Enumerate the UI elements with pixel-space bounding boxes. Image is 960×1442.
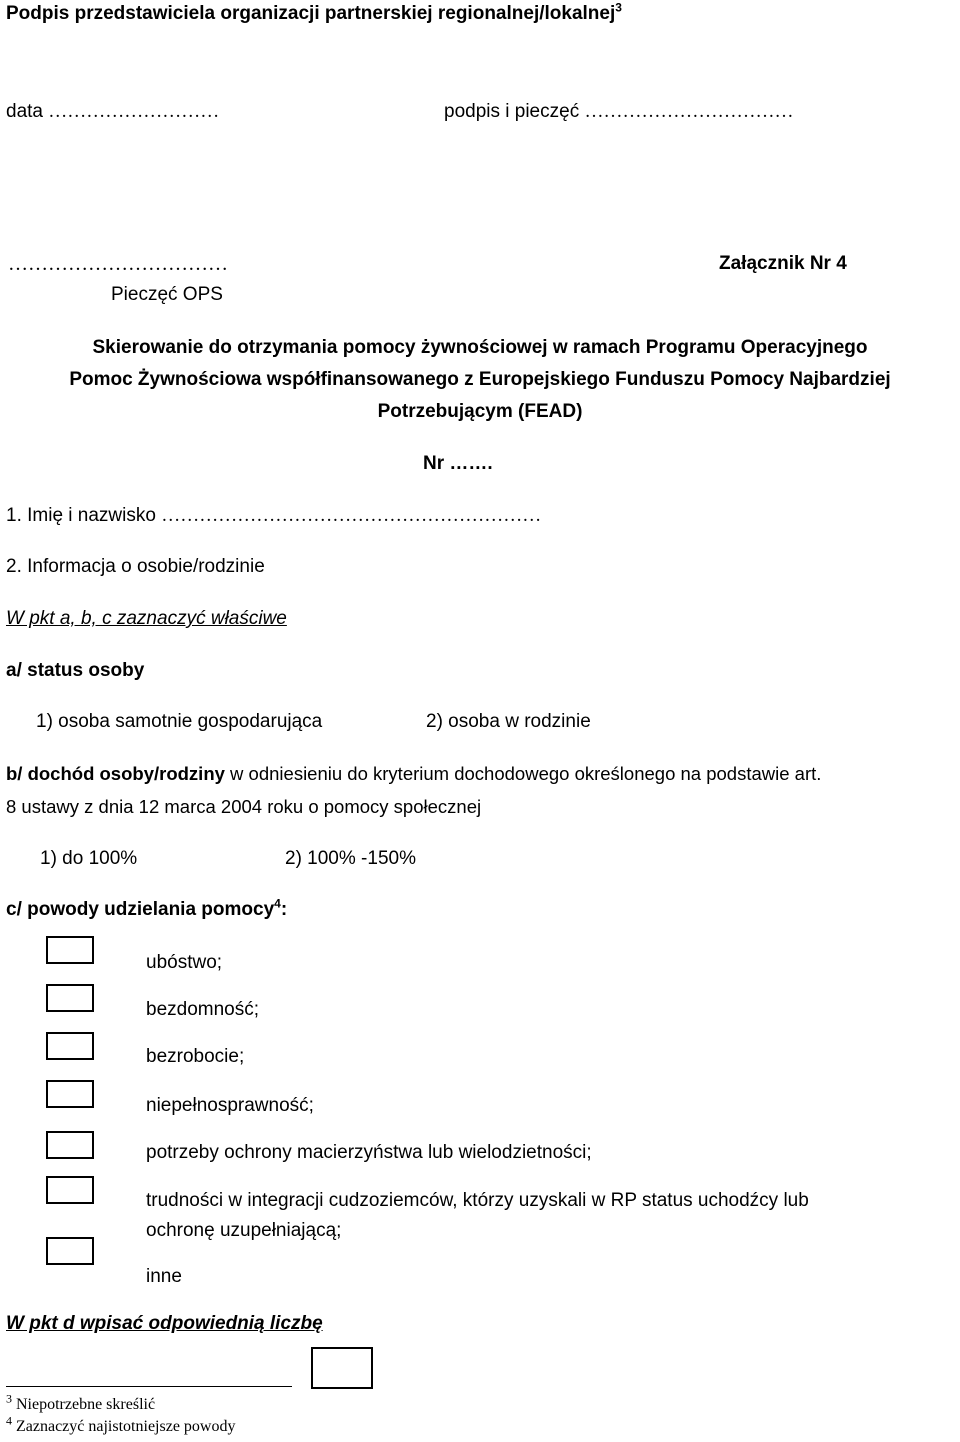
name-field	[6, 505, 541, 527]
partner-signature-title-text: Podpis przedstawiciela organizacji partnerskiej regionalnej/lokalnej	[6, 3, 616, 24]
reason-label-unemployment: bezrobocie;	[146, 1046, 245, 1067]
reason-label-foreigners: trudności w integracji cudzoziemców, którzy uzyskali w RP status uchodźcy lub	[146, 1190, 809, 1211]
stamp-label: Pieczęć OPS	[111, 284, 223, 305]
reasons-title	[6, 896, 288, 921]
reason-label-homelessness: bezdomność;	[146, 999, 260, 1020]
sign-dots: ……………………………	[584, 101, 794, 122]
stamp-dots: ……………………………	[8, 253, 228, 275]
instruction-d: W pkt d wpisać odpowiednią liczbę	[6, 1313, 323, 1334]
income-title	[6, 763, 821, 784]
sign-field	[444, 101, 793, 123]
annex-label: Załącznik Nr 4	[719, 253, 847, 274]
date-label: data	[6, 101, 43, 122]
date-field	[6, 101, 219, 123]
count-input-box[interactable]	[311, 1347, 373, 1389]
footnote-4-number: 4	[6, 1413, 12, 1428]
footnote-3	[6, 1391, 156, 1414]
reason-label-disability: niepełnosprawność;	[146, 1095, 314, 1116]
reason-checkbox-homelessness[interactable]	[46, 984, 94, 1012]
sign-label: podpis i pieczęć	[444, 101, 580, 122]
income-title-bold: b/ dochód osoby/rodziny	[6, 763, 225, 784]
reason-label-poverty: ubóstwo;	[146, 952, 223, 973]
reason-checkbox-maternity[interactable]	[46, 1131, 94, 1159]
status-option-2: 2) osoba w rodzinie	[426, 711, 591, 732]
footnote-3-text: Niepotrzebne skreślić	[16, 1396, 156, 1413]
footnote-ref-3: 3	[615, 0, 622, 15]
reasons-title-text: c/ powody udzielania pomocy	[6, 899, 275, 920]
reason-checkbox-unemployment[interactable]	[46, 1032, 94, 1060]
status-option-1: 1) osoba samotnie gospodarująca	[36, 711, 323, 732]
document-number: Nr …….	[423, 453, 493, 474]
footnote-ref-4: 4	[274, 896, 281, 911]
income-title-line-2: 8 ustawy z dnia 12 marca 2004 roku o pomocy społecznej	[6, 796, 482, 817]
date-dots: ………………………	[48, 101, 220, 122]
instruction-abc: W pkt a, b, c zaznaczyć właściwe	[6, 608, 287, 629]
income-option-2: 2) 100% -150%	[285, 848, 416, 869]
reason-checkbox-other[interactable]	[46, 1237, 94, 1265]
reason-checkbox-disability[interactable]	[46, 1080, 94, 1108]
income-title-rest: w odniesieniu do kryterium dochodowego określonego na podstawie art.	[224, 763, 822, 784]
reason-label-foreigners-line-2: ochronę uzupełniającą;	[146, 1220, 342, 1241]
document-title-line-2: Pomoc Żywnościowa współfinansowanego z Europejskiego Funduszu Pomocy Najbardziej	[69, 369, 891, 390]
document-title-line-3: Potrzebującym (FEAD)	[377, 401, 583, 422]
section-2-title: 2. Informacja o osobie/rodzinie	[6, 556, 265, 577]
income-option-1: 1) do 100%	[40, 848, 138, 869]
reason-label-maternity: potrzeby ochrony macierzyństwa lub wielodzietności;	[146, 1142, 592, 1163]
footnote-4	[6, 1413, 236, 1436]
footnote-separator	[6, 1386, 292, 1387]
reasons-title-colon: :	[280, 899, 288, 920]
status-title: a/ status osoby	[6, 660, 145, 681]
name-label: 1. Imię i nazwisko	[6, 505, 156, 526]
document-title-line-1: Skierowanie do otrzymania pomocy żywnościowej w ramach Programu Operacyjnego	[92, 337, 868, 358]
footnote-3-number: 3	[6, 1391, 12, 1406]
reason-label-other: inne	[146, 1266, 182, 1287]
partner-signature-title	[6, 0, 622, 25]
footnote-4-text: Zaznaczyć najistotniejsze powody	[16, 1418, 236, 1435]
name-dots: ……………………………………………………	[161, 505, 542, 526]
reason-checkbox-poverty[interactable]	[46, 936, 94, 964]
reason-checkbox-foreigners[interactable]	[46, 1176, 94, 1204]
